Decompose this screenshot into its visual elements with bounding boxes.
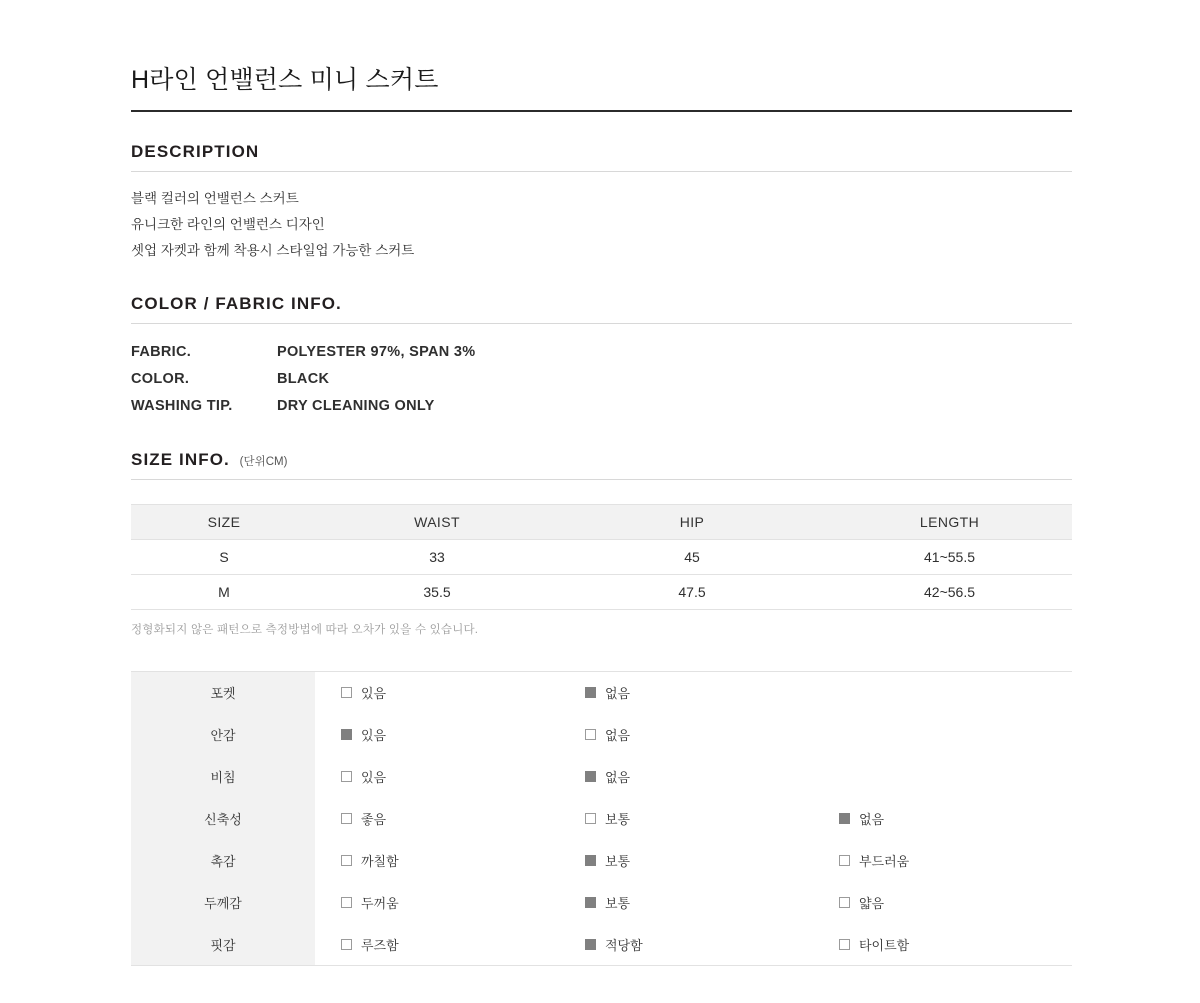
column-header-size: SIZE bbox=[131, 505, 317, 540]
checkbox-empty-icon[interactable] bbox=[341, 813, 352, 824]
table-row bbox=[131, 882, 1072, 924]
attribute-option[interactable] bbox=[559, 882, 813, 924]
attribute-label: 핏감 bbox=[131, 924, 315, 966]
attribute-label: 두께감 bbox=[131, 882, 315, 924]
cell-size: M bbox=[131, 575, 317, 610]
checkbox-checked-icon[interactable] bbox=[585, 855, 596, 866]
table-row bbox=[131, 575, 1072, 610]
color-fabric-section bbox=[131, 294, 1072, 420]
checkbox-checked-icon[interactable] bbox=[585, 939, 596, 950]
column-header-waist: WAIST bbox=[317, 505, 557, 540]
attribute-option-label: 없음 bbox=[605, 728, 631, 743]
page-title: H라인 언밸런스 미니 스커트 bbox=[131, 60, 1072, 112]
attribute-option-label: 까칠함 bbox=[361, 854, 399, 869]
checkbox-empty-icon[interactable] bbox=[585, 813, 596, 824]
attribute-option-label: 보통 bbox=[605, 896, 631, 911]
attribute-option-label: 있음 bbox=[361, 770, 387, 785]
color-value: BLACK bbox=[277, 371, 330, 387]
checkbox-checked-icon[interactable] bbox=[839, 813, 850, 824]
cell-waist: 35.5 bbox=[317, 575, 557, 610]
checkbox-empty-icon[interactable] bbox=[341, 897, 352, 908]
cell-length: 42~56.5 bbox=[827, 575, 1072, 610]
attribute-option-label: 없음 bbox=[859, 812, 885, 827]
attribute-matrix bbox=[131, 671, 1072, 966]
table-row bbox=[131, 393, 475, 420]
list-item: 블랙 컬러의 언밸런스 스커트 bbox=[131, 191, 299, 206]
checkbox-empty-icon[interactable] bbox=[341, 939, 352, 950]
checkbox-empty-icon[interactable] bbox=[341, 687, 352, 698]
table-header-row bbox=[131, 505, 1072, 540]
attribute-option[interactable] bbox=[813, 840, 1072, 882]
attribute-option[interactable] bbox=[559, 756, 813, 798]
table-row bbox=[131, 924, 1072, 966]
attribute-option-label: 부드러움 bbox=[859, 854, 910, 869]
table-row bbox=[131, 540, 1072, 575]
attribute-option[interactable] bbox=[813, 924, 1072, 966]
cell-size: S bbox=[131, 540, 317, 575]
attribute-option-label: 있음 bbox=[361, 686, 387, 702]
checkbox-empty-icon[interactable] bbox=[839, 855, 850, 866]
attribute-option-label: 두꺼움 bbox=[361, 896, 399, 911]
attribute-option-label: 보통 bbox=[605, 854, 631, 869]
table-row bbox=[131, 339, 475, 366]
cell-hip: 47.5 bbox=[557, 575, 827, 610]
attribute-label: 비침 bbox=[131, 756, 315, 798]
attribute-option[interactable] bbox=[559, 714, 813, 756]
attribute-option[interactable] bbox=[559, 924, 813, 966]
attribute-option[interactable] bbox=[315, 882, 559, 924]
attribute-option[interactable] bbox=[559, 798, 813, 840]
attribute-option-label: 있음 bbox=[361, 728, 387, 743]
list-item: 유니크한 라인의 언밸런스 디자인 bbox=[131, 217, 325, 232]
attribute-option-empty bbox=[813, 672, 1072, 714]
color-label: COLOR. bbox=[131, 371, 190, 387]
cell-hip: 45 bbox=[557, 540, 827, 575]
description-list bbox=[131, 186, 1072, 264]
size-info-unit: (단위CM) bbox=[239, 456, 288, 468]
checkbox-empty-icon[interactable] bbox=[585, 729, 596, 740]
checkbox-empty-icon[interactable] bbox=[839, 897, 850, 908]
washing-tip-value: DRY CLEANING ONLY bbox=[277, 398, 435, 414]
fabric-value: POLYESTER 97%, SPAN 3% bbox=[277, 344, 476, 360]
size-info-heading-text: SIZE INFO. bbox=[131, 450, 230, 469]
size-measurement-note: 정형화되지 않은 패턴으로 측정방법에 따라 오차가 있을 수 있습니다. bbox=[131, 624, 479, 636]
checkbox-checked-icon[interactable] bbox=[585, 771, 596, 782]
attribute-option[interactable] bbox=[315, 672, 559, 714]
attribute-option[interactable] bbox=[315, 924, 559, 966]
fabric-label: FABRIC. bbox=[131, 344, 192, 360]
table-row bbox=[131, 756, 1072, 798]
description-heading: DESCRIPTION bbox=[131, 142, 1072, 172]
attribute-option[interactable] bbox=[813, 882, 1072, 924]
attribute-option[interactable] bbox=[315, 714, 559, 756]
checkbox-checked-icon[interactable] bbox=[341, 729, 352, 740]
attribute-option[interactable] bbox=[315, 840, 559, 882]
attribute-option-label: 루즈함 bbox=[361, 937, 399, 953]
cell-waist: 33 bbox=[317, 540, 557, 575]
size-table bbox=[131, 504, 1072, 610]
attribute-label: 촉감 bbox=[131, 840, 315, 882]
table-row bbox=[131, 672, 1072, 714]
color-fabric-heading: COLOR / FABRIC INFO. bbox=[131, 294, 1072, 324]
attribute-label: 신축성 bbox=[131, 798, 315, 840]
list-item: 셋업 자켓과 함께 착용시 스타일업 가능한 스커트 bbox=[131, 243, 415, 258]
attribute-option[interactable] bbox=[559, 672, 813, 714]
attribute-option[interactable] bbox=[315, 798, 559, 840]
attribute-label: 안감 bbox=[131, 714, 315, 756]
column-header-length: LENGTH bbox=[827, 505, 1072, 540]
detail-content bbox=[131, 60, 1072, 966]
size-info-heading bbox=[131, 450, 1072, 480]
attribute-option-label: 좋음 bbox=[361, 812, 387, 827]
washing-tip-label: WASHING TIP. bbox=[131, 398, 233, 414]
column-header-hip: HIP bbox=[557, 505, 827, 540]
checkbox-empty-icon[interactable] bbox=[341, 855, 352, 866]
attribute-option[interactable] bbox=[559, 840, 813, 882]
cell-length: 41~55.5 bbox=[827, 540, 1072, 575]
attribute-label: 포켓 bbox=[131, 672, 315, 714]
attribute-option[interactable] bbox=[813, 798, 1072, 840]
attribute-option-label: 타이트함 bbox=[859, 937, 910, 953]
table-row bbox=[131, 366, 475, 393]
attribute-option-empty bbox=[813, 756, 1072, 798]
color-fabric-table bbox=[131, 339, 475, 420]
checkbox-empty-icon[interactable] bbox=[341, 771, 352, 782]
attribute-option-label: 적당함 bbox=[605, 937, 643, 953]
table-row bbox=[131, 798, 1072, 840]
attribute-option-label: 보통 bbox=[605, 812, 631, 827]
attribute-option-label: 얇음 bbox=[859, 896, 885, 911]
table-row bbox=[131, 714, 1072, 756]
attribute-option[interactable] bbox=[315, 756, 559, 798]
attribute-option-empty bbox=[813, 714, 1072, 756]
size-info-section bbox=[131, 450, 1072, 637]
checkbox-empty-icon[interactable] bbox=[839, 939, 850, 950]
attribute-option-label: 없음 bbox=[605, 686, 631, 702]
attribute-option-label: 없음 bbox=[605, 770, 631, 785]
checkbox-checked-icon[interactable] bbox=[585, 687, 596, 698]
checkbox-checked-icon[interactable] bbox=[585, 897, 596, 908]
description-section bbox=[131, 142, 1072, 264]
table-row bbox=[131, 840, 1072, 882]
